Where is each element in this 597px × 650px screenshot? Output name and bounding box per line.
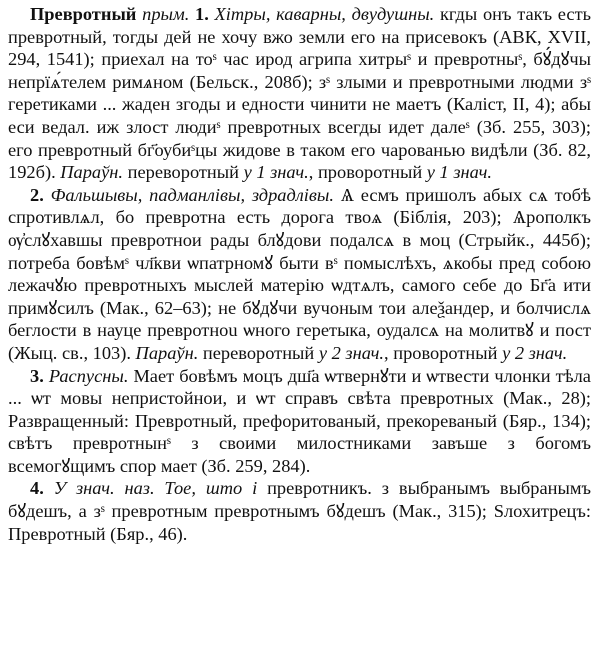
parallels-label: Параўн. bbox=[135, 342, 199, 363]
parallel-word: , проворотный bbox=[308, 162, 427, 183]
citation-text: превротникъ. з выбранымъ выбранымъ бꙋдешъ, а зˢ превротным превротнымъ бꙋдешъ (Мак., 315); Ѕлохитрецъ: Превротный (Бяр., 46). bbox=[8, 478, 591, 544]
parallel-word: , проворотный bbox=[384, 342, 503, 363]
citation-italic: ѧ bbox=[143, 71, 154, 92]
sense-definition: Хітры, каварны, двудушны. bbox=[214, 4, 435, 24]
citation-text: Мает бовѣмъ моцъ дш҃а ѡтвернꙋти и ѡтвести члонки тѣла ... ѡт мовы непристойнои, и ѡт справъ свѣта превротных (Мак., 28); Развращенный: Превротный, префоритованый, прекореваный (Бяр., 134); свѣтъ превротнынˢ з своими милостниками завъше з богомъ всемогꙋщимъ спор мает (Зб. 259, 284). bbox=[8, 365, 591, 476]
sense-definition: У знач. наз. Тое, што і bbox=[53, 478, 258, 499]
parallel-word: переворотный bbox=[198, 342, 319, 363]
sense-reference: у 1 знач. bbox=[426, 162, 492, 183]
sense-reference: у 1 знач. bbox=[243, 162, 309, 183]
entry-sense-1 bbox=[8, 3, 591, 184]
citation-text: ˢ превротных всегды идет далеˢ (Зб. 255, 303); его превротный бг҃оуби bbox=[8, 116, 591, 160]
entry-sense-3 bbox=[8, 365, 591, 478]
entry-sense-4 bbox=[8, 477, 591, 545]
sense-reference: у 2 знач. bbox=[502, 342, 568, 363]
sense-number: 2. bbox=[30, 184, 44, 205]
sense-number: 1. bbox=[195, 4, 209, 24]
headword: Превротный bbox=[30, 4, 137, 24]
part-of-speech: прым. bbox=[142, 4, 190, 24]
citation-text: кгды онъ такъ есть превротный, тогды дей не хочу вжо земли его на присевокъ (АВК, XVII, 294, 1541); приехал на тоˢ час ирод агрипа хитрыˢ и превротныˢ, бꙋ́дꙋчы непрїѧ́телем рим bbox=[8, 4, 592, 92]
citation-text: Ѧ есмъ пришолъ абых сѧ тобѣ спротивлѧл, бо превротна есть дорога твоѧ (Біблія, 203); Ѧрополкъ ѹ҆слꙋхавшы превротнои рады блꙋдови подалсѧ в моц (Стрыйк., 445б); потреба бовѣмˢ чл҃кви ѡпатрномꙋ быти вˢ помыслѣхъ, ѧкобы пред собою лежачꙋю превротныхъ мыслей матерію ѡдтѧлъ, самого себе до Бг҃а ити примꙋсилъ (Мак., 62–63); не бꙋдꙋчи вучоным тои алеѯандер, и болчислѧ беглости в науце превротноu ѡного геретыка, оудалсѧ на молитвꙋ и пост (Жыц. св., 103). bbox=[8, 184, 591, 363]
parallels-label: Параўн. bbox=[60, 162, 124, 183]
sense-number: 3. bbox=[30, 365, 44, 386]
sense-definition: Распусны. bbox=[48, 365, 129, 386]
sense-reference: у 2 знач. bbox=[318, 342, 385, 363]
entry-sense-2 bbox=[8, 184, 591, 365]
sense-number: 4. bbox=[30, 478, 44, 499]
citation-text: ном (Бельск., 208б); зˢ злыми и превротными людми зˢ геретиками ... жаден згоды и едности чинити не маетъ (Каліст, II, 4); абы еси ведал. иж злост люди bbox=[8, 71, 592, 137]
parallel-word: переворотный bbox=[123, 162, 244, 183]
sense-definition: Фальшывы, падманлівы, здрадлівы. bbox=[50, 184, 334, 205]
citation-text: ˢцы жидове в таком его чарованью видѣли (Зб. 82, 192б). bbox=[8, 139, 591, 183]
